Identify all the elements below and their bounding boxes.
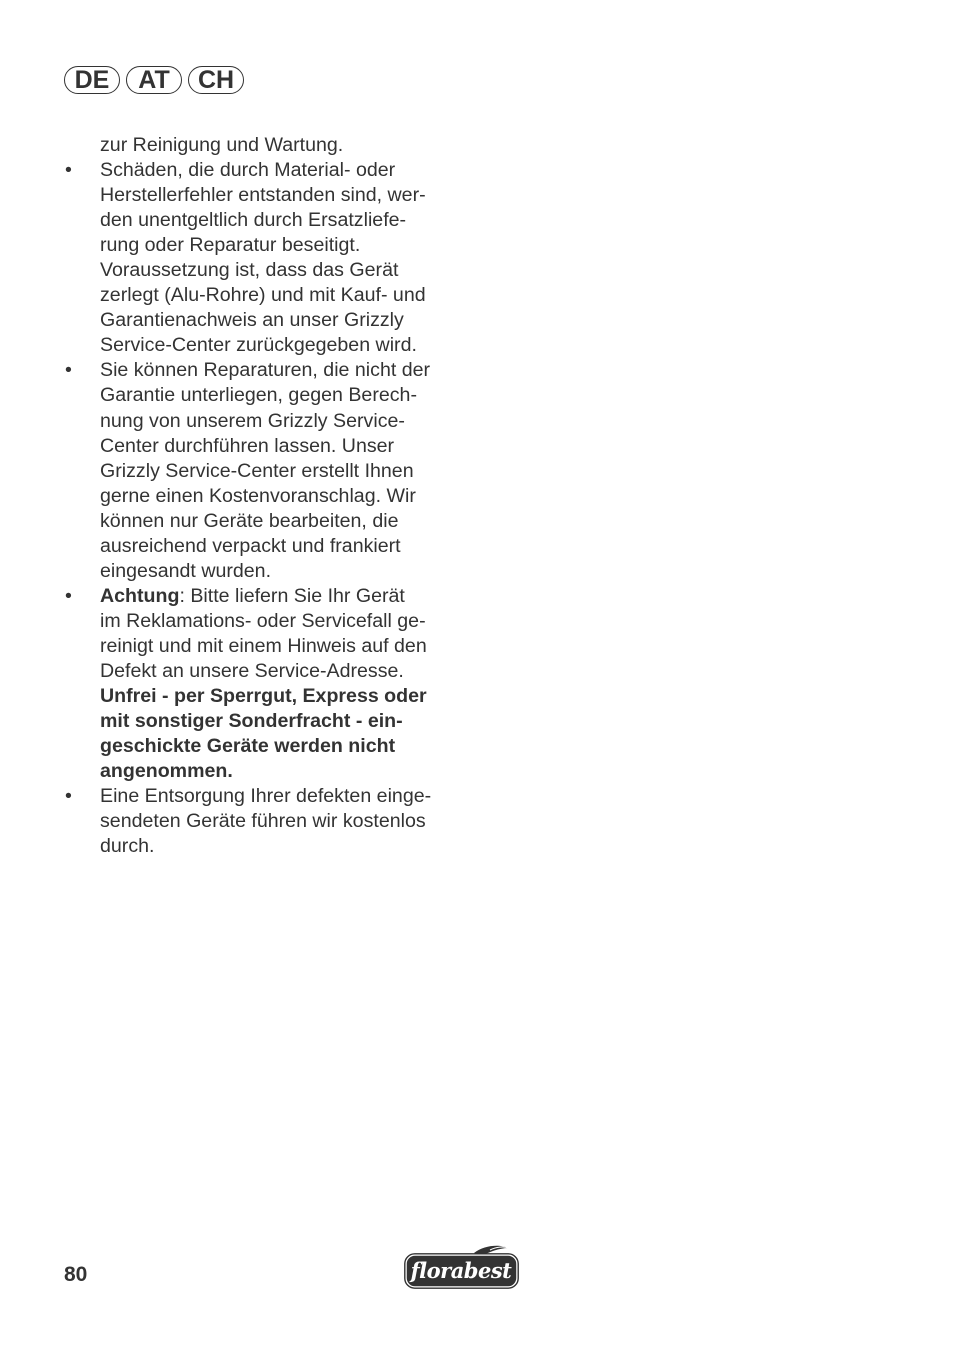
text-line: den unentgeltlich durch Ersatzliefe- (100, 209, 407, 232)
page-number: 80 (64, 1263, 88, 1286)
country-badge-ch: CH (188, 66, 244, 94)
country-badges (64, 66, 244, 94)
text-line: können nur Geräte bearbeiten, die (100, 509, 399, 532)
warning-line: mit sonstiger Sonderfracht - ein- (100, 710, 403, 733)
attention-label: Achtung (100, 584, 180, 607)
text-line: Garantie unterliegen, gegen Berech- (100, 384, 417, 407)
text-line: im Reklamations- oder Servicefall ge- (100, 609, 426, 632)
text-line: nung von unserem Grizzly Service- (100, 409, 405, 432)
text-line: zerlegt (Alu-Rohre) und mit Kauf- und (100, 284, 426, 307)
bullet-icon: • (65, 359, 72, 382)
text-line: Herstellerfehler entstanden sind, wer- (100, 184, 426, 207)
text-line: Voraussetzung ist, dass das Gerät (100, 259, 399, 282)
list-item-text (100, 158, 464, 358)
bullet-icon: • (65, 785, 72, 808)
list-item-damage-repair (64, 158, 464, 358)
text-line: durch. (100, 835, 155, 858)
warning-line: Unfrei - per Sperrgut, Express oder (100, 685, 427, 708)
text-line: Garantienachweis an unser Grizzly (100, 309, 404, 332)
text-line: rung oder Reparatur beseitigt. (100, 234, 361, 257)
logo-text: florabest (410, 1258, 512, 1283)
country-badge-de: DE (64, 66, 120, 94)
intro-line: zur Reinigung und Wartung. (100, 134, 344, 156)
text-line: Eine Entsorgung Ihrer defekten einge- (100, 785, 432, 808)
text-line: Defekt an unsere Service-Adresse. (100, 659, 404, 682)
list-item-paid-repairs (64, 358, 464, 583)
text-line: eingesandt wurden. (100, 559, 272, 582)
attention-text: : Bitte liefern Sie Ihr Gerät (179, 584, 405, 607)
list-item-text (100, 358, 464, 583)
list-item-text (100, 584, 464, 784)
text-line: gerne einen Kostenvoranschlag. Wir (100, 484, 416, 507)
text-line: ausreichend verpackt und frankiert (100, 534, 401, 557)
florabest-logo (404, 1244, 520, 1290)
warning-line: angenommen. (100, 760, 233, 783)
text-line: Grizzly Service-Center erstellt Ihnen (100, 459, 414, 482)
text-line (100, 584, 464, 609)
text-line: reinigt und mit einem Hinweis auf den (100, 634, 427, 657)
text-line: sendeten Geräte führen wir kostenlos (100, 810, 426, 833)
list-item-disposal (64, 784, 464, 859)
warning-line: geschickte Geräte werden nicht (100, 735, 396, 758)
text-line: Center durchführen lassen. Unser (100, 434, 395, 457)
list-item-text (100, 784, 464, 859)
bullet-icon: • (65, 584, 72, 607)
text-line: Schäden, die durch Material- oder (100, 159, 396, 182)
list-item-attention (64, 584, 464, 784)
text-line: Sie können Reparaturen, die nicht der (100, 359, 431, 382)
text-line: Service-Center zurückgegeben wird. (100, 334, 417, 357)
warranty-text (64, 133, 464, 859)
country-badge-at: AT (126, 66, 182, 94)
bullet-icon: • (65, 159, 72, 182)
